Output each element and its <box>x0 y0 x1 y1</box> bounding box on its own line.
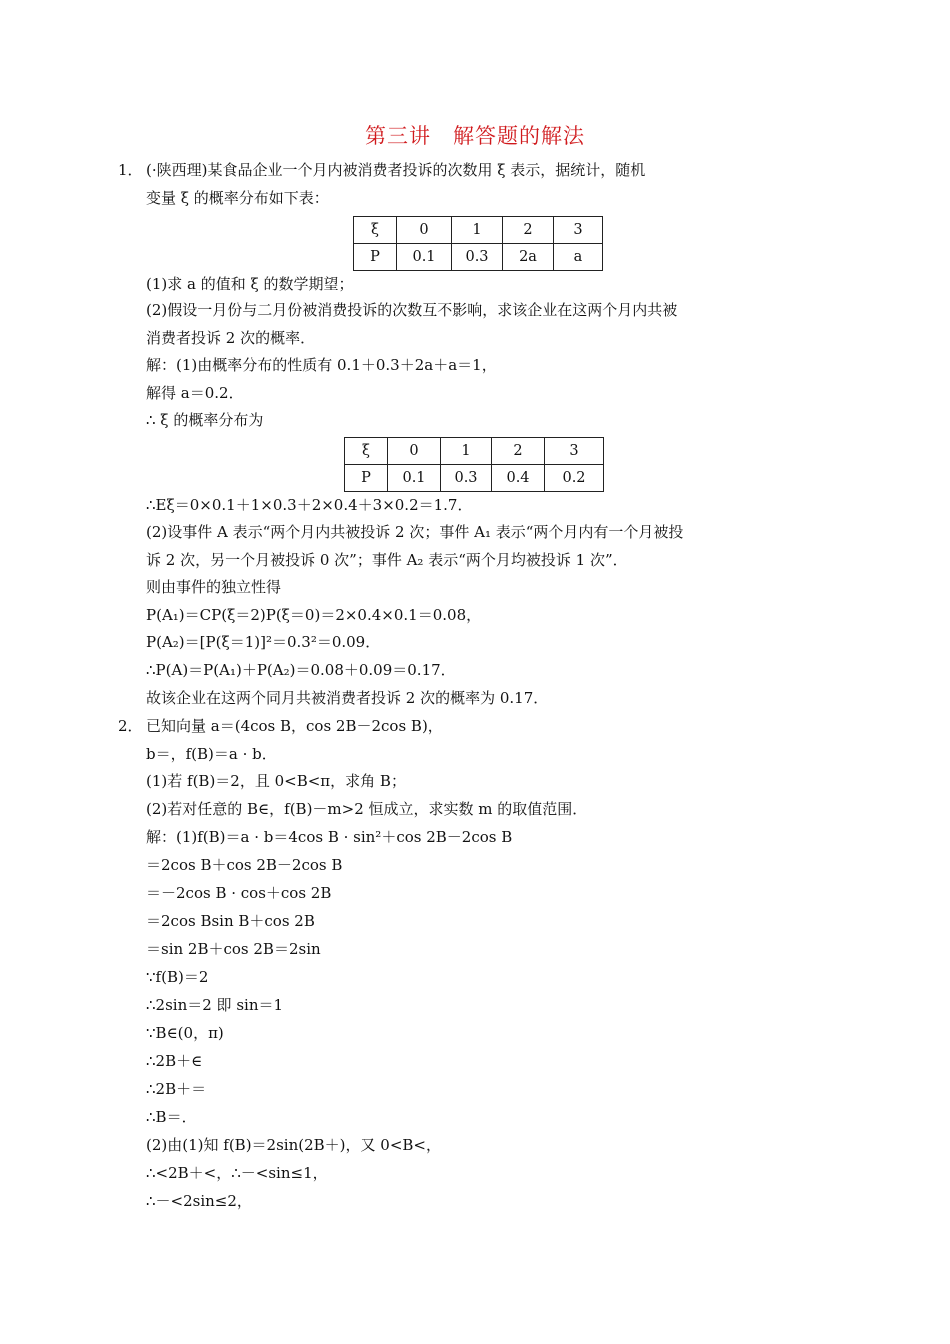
q1-solution-line: 解得 a＝0.2． <box>146 384 244 402</box>
table-cell: P <box>345 465 388 492</box>
table-cell: 1 <box>441 438 492 465</box>
q1-solution-line: ∴P(A)＝P(A₁)＋P(A₂)＝0.08＋0.09＝0.17． <box>146 661 456 679</box>
q1-solution-line: (2)设事件 A 表示“两个月内共被投诉 2 次；事件 A₁ 表示“两个月内有一个月被投 <box>146 523 684 541</box>
q1-stem-line2: 变量 ξ 的概率分布如下表： <box>146 189 329 207</box>
table-cell: 0 <box>397 217 452 244</box>
q1-solution-line: 诉 2 次，另一个月被投诉 0 次”；事件 A₂ 表示“两个月均被投诉 1 次”． <box>146 551 628 569</box>
q2-line: ∵f(B)＝2 <box>146 968 209 986</box>
q1-solution-line: 故该企业在这两个同月共被消费者投诉 2 次的概率为 0.17． <box>146 689 549 707</box>
table-cell: P <box>354 244 397 271</box>
table-cell: 3 <box>554 217 603 244</box>
table-cell: 0 <box>388 438 441 465</box>
q1-solution-line: P(A₁)＝CP(ξ＝2)P(ξ＝0)＝2×0.4×0.1＝0.08， <box>146 606 482 624</box>
q2-line: ＝sin 2B＋cos 2B＝2sin <box>146 940 321 958</box>
q1-part1: (1)求 a 的值和 ξ 的数学期望； <box>146 275 354 293</box>
table-cell: 2 <box>492 438 545 465</box>
q2-line: ∴2B＋＝ <box>146 1080 207 1098</box>
q2-line: 解：(1)f(B)＝a · b＝4cos B · sin²＋cos 2B－2cos B <box>146 828 513 846</box>
q2-line: b＝，f(B)＝a · b． <box>146 745 277 763</box>
table-cell: 2 <box>503 217 554 244</box>
q2-line: (1)若 f(B)＝2，且 0<B<π，求角 B； <box>146 772 406 790</box>
table-cell: 0.2 <box>545 465 604 492</box>
table-cell: 3 <box>545 438 604 465</box>
q1-solution-line: ∴ ξ 的概率分布为 <box>146 411 264 429</box>
table-cell: 0.1 <box>397 244 452 271</box>
table-cell: ξ <box>354 217 397 244</box>
question-number-1: 1． <box>118 161 143 179</box>
table-cell: a <box>554 244 603 271</box>
q1-solution-line: P(A₂)＝[P(ξ＝1)]²＝0.3²＝0.09． <box>146 633 381 651</box>
distribution-table-1 <box>353 216 603 271</box>
q1-solution-line: 解：(1)由概率分布的性质有 0.1＋0.3＋2a＋a＝1， <box>146 356 497 374</box>
q1-solution-line: ∴Eξ＝0×0.1＋1×0.3＋2×0.4＋3×0.2＝1.7． <box>146 496 473 514</box>
table-row <box>354 244 603 271</box>
q2-line: ∴2B＋∈ <box>146 1052 203 1070</box>
page-title: 第三讲 解答题的解法 <box>365 124 585 148</box>
q2-line: ∴<2B＋<，∴－<sin≤1， <box>146 1164 328 1182</box>
q2-line: ＝2cos B＋cos 2B－2cos B <box>146 856 343 874</box>
table-cell: 0.3 <box>441 465 492 492</box>
table-cell: 1 <box>452 217 503 244</box>
table-cell: 0.4 <box>492 465 545 492</box>
distribution-table-2 <box>344 437 604 492</box>
question-number-2: 2． <box>118 717 143 735</box>
table-cell: 0.1 <box>388 465 441 492</box>
table-cell: ξ <box>345 438 388 465</box>
q2-line: (2)由(1)知 f(B)＝2sin(2B＋)，又 0<B<， <box>146 1136 441 1154</box>
q1-solution-line: 则由事件的独立性得 <box>146 578 282 596</box>
table-cell: 0.3 <box>452 244 503 271</box>
q1-part2-line2: 消费者投诉 2 次的概率． <box>146 329 316 347</box>
q1-part2-line1: (2)假设一月份与二月份被消费投诉的次数互不影响，求该企业在这两个月内共被 <box>146 301 678 319</box>
q2-line: 已知向量 a＝(4cos B，cos 2B－2cos B)， <box>146 717 443 735</box>
q2-line: ∴－<2sin≤2， <box>146 1192 252 1210</box>
q2-line: ∴2sin＝2 即 sin＝1 <box>146 996 284 1014</box>
table-row <box>345 465 604 492</box>
q2-line: ＝－2cos B · cos＋cos 2B <box>146 884 332 902</box>
q2-line: ∵B∈(0，π) <box>146 1024 224 1042</box>
q2-line: ＝2cos Bsin B＋cos 2B <box>146 912 315 930</box>
table-row <box>354 217 603 244</box>
table-cell: 2a <box>503 244 554 271</box>
q2-line: ∴B＝． <box>146 1108 197 1126</box>
q1-stem-line1: (·陕西理)某食品企业一个月内被消费者投诉的次数用 ξ 表示，据统计，随机 <box>146 161 646 179</box>
q2-line: (2)若对任意的 B∈，f(B)－m>2 恒成立，求实数 m 的取值范围． <box>146 800 588 818</box>
table-row <box>345 438 604 465</box>
